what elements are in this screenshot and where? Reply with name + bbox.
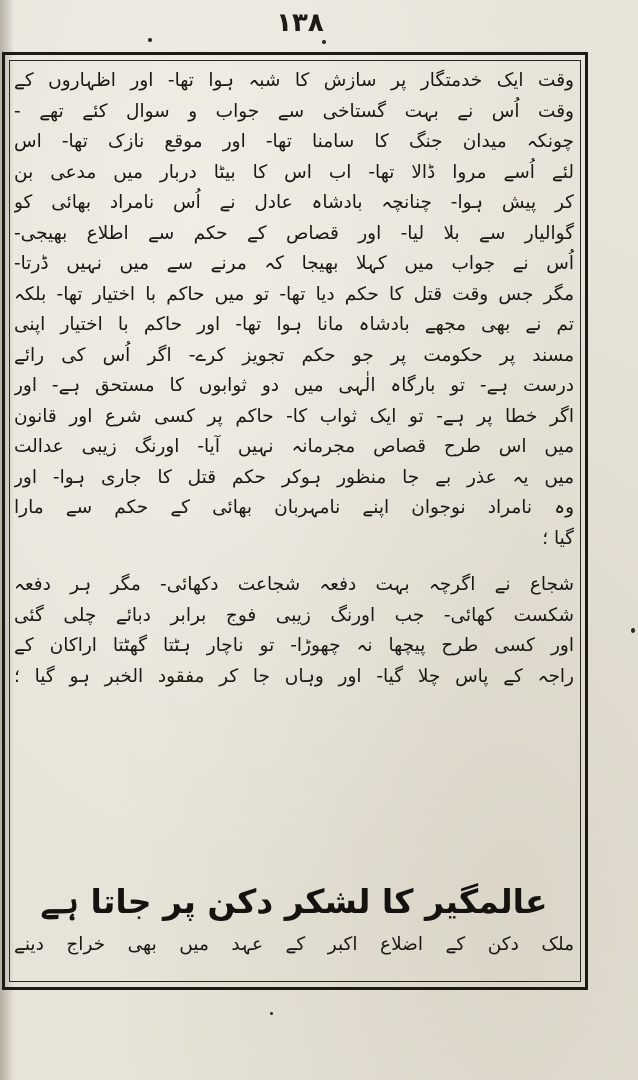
- text-line: میں یہ عذر بے جا منظور ہوکر حکم قتل کا جاری ہوا- اور: [14, 466, 574, 488]
- page-number: ۱۳۸: [276, 8, 324, 38]
- paragraph-gap: [14, 554, 574, 570]
- text-line: وہ نامراد نوجوان اپنے نامہربان بھائی کے حکم سے مارا: [14, 497, 574, 518]
- paragraph-2: [14, 570, 574, 692]
- text-line: درست ہے- تو بارگاہ الٰہی میں دو ثوابوں کا مستحق ہے- اور: [14, 375, 574, 396]
- text-line: مسند پر حکومت پر جو حکم تجویز کرے- اگر اُس کی رائے: [14, 344, 574, 366]
- ink-speck: [148, 38, 152, 42]
- text-line: اُس نے جواب میں کہلا بھیجا کہ مرنے سے میں نہیں ڈرتا-: [14, 253, 574, 274]
- text-line: وقت ایک خدمتگار پر سازش کا شبہ ہوا تھا- اور اظہاروں کے: [14, 70, 574, 91]
- ink-speck: [322, 40, 326, 44]
- body-text: [14, 66, 574, 692]
- continuation-line: ملک دکن کے اضلاع اکبر کے عہد میں بھی خراج دینے: [14, 934, 574, 955]
- text-line: مگر جس وقت قتل کا حکم دیا تھا- تو میں حاکم با اختیار تھا- بلکہ: [14, 283, 574, 305]
- text-line: راجہ کے پاس چلا گیا- اور وہاں جا کر مفقود الخبر ہو گیا ؛: [14, 665, 574, 687]
- text-line: گوالیار سے بلا لیا- اور قصاص کے حکم سے اطلاع بھیجی-: [14, 222, 574, 244]
- text-line: گیا ؛: [542, 527, 574, 549]
- text-line: میں اس طرح قصاص مجرمانہ نہیں آیا- اورنگ زیبی عدالت: [14, 436, 574, 457]
- text-line: لئے اُسے مروا ڈالا تھا- اب اس کا بیٹا دربار میں مدعی بن: [14, 161, 574, 183]
- paragraph-1: [14, 66, 574, 554]
- ink-speck: [270, 1012, 273, 1015]
- ink-speck: [631, 628, 635, 633]
- text-line: اور کسی طرح پیچھا نہ چھوڑا- تو ناچار ہٹتا گھٹتا اراکان کے: [14, 635, 574, 656]
- text-line: اگر خطا پر ہے- تو ایک ثواب کا- حاکم پر کسی شرع اور قانون: [14, 405, 574, 427]
- text-line: شجاع نے اگرچہ بہت دفعہ شجاعت دکھائی- مگر ہر دفعہ: [14, 574, 574, 595]
- section-heading: عالمگیر کا لشکر دکن پر جاتا ہے: [40, 882, 548, 921]
- text-line: شکست کھائی- جب اورنگ زیبی فوج برابر دبائے چلی گئی: [14, 604, 574, 626]
- text-line: تم نے بھی مجھے بادشاہ مانا ہوا تھا- اور حاکم با اختیار اپنی: [14, 314, 574, 335]
- text-line: وقت اُس نے بہت گستاخی سے جواب و سوال کئے تھے -: [14, 100, 574, 122]
- text-line: چونکہ میدان جنگ کا سامنا تھا- اور موقع نازک تھا- اس: [14, 131, 574, 152]
- text-line: کر پیش ہوا- چنانچہ بادشاہ عادل نے اُس نامراد بھائی کو: [14, 192, 574, 213]
